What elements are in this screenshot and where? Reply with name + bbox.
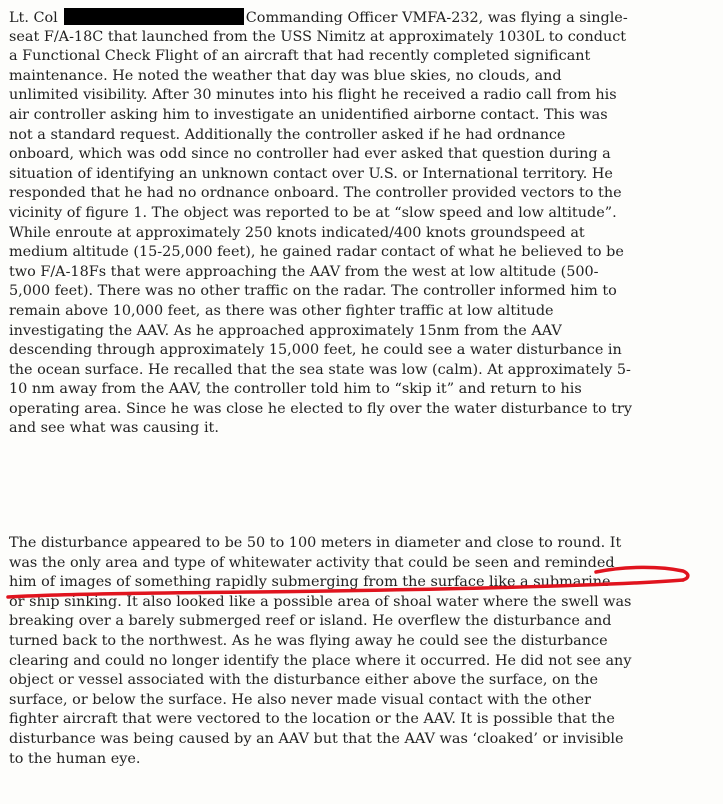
text-line: onboard, which was odd since no controller had ever asked that question during a <box>9 146 611 163</box>
text-line: a Functional Check Flight of an aircraft that had recently completed significant <box>9 48 591 65</box>
text-line: surface, or below the surface. He also never made visual contact with the other <box>9 691 592 708</box>
text-line: object or vessel associated with the disturbance either above the surface, on the <box>9 672 599 689</box>
text-line: investigating the AAV. As he approached approximately 15nm from the AAV <box>9 322 562 339</box>
text-line: not a standard request. Additionally the controller asked if he had ordnance <box>9 126 566 143</box>
text-line: clearing and could no longer identify the place where it occurred. He did not see any <box>9 652 632 669</box>
redaction-bar <box>64 8 244 25</box>
text-line: two F/A-18Fs that were approaching the AAV from the west at low altitude (500- <box>9 263 599 280</box>
text-line: breaking over a barely submerged reef or island. He overflew the disturbance and <box>9 613 612 630</box>
text-line: The disturbance appeared to be 50 to 100 meters in diameter and close to round. It <box>9 535 622 551</box>
text-line: him of images of something rapidly submerging from the surface like a submarine <box>9 574 611 591</box>
paragraph-flight-account <box>9 8 715 439</box>
text-line: the ocean surface. He recalled that the sea state was low (calm). At approximately 5- <box>9 361 631 378</box>
text-line: or ship sinking. It also looked like a possible area of shoal water where the swell was <box>9 593 632 610</box>
text-line: fighter aircraft that were vectored to the location or the AAV. It is possible that the <box>9 711 615 728</box>
text-line: was the only area and type of whitewater activity that could be seen and reminded <box>9 554 615 571</box>
text-line: responded that he had no ordnance onboard. The controller provided vectors to the <box>9 185 622 202</box>
text-line: maintenance. He noted the weather that day was blue skies, no clouds, and <box>9 67 562 84</box>
text-line: While enroute at approximately 250 knots indicated/400 knots groundspeed at <box>9 224 585 241</box>
text-line <box>9 8 715 28</box>
text-line: 5,000 feet). There was no other traffic on the radar. The controller informed him to <box>9 283 617 300</box>
text-line: situation of identifying an unknown contact over U.S. or International territory. He <box>9 165 613 182</box>
text-line: operating area. Since he was close he elected to fly over the water disturbance to try <box>9 400 633 417</box>
text-line: and see what was causing it. <box>9 420 219 437</box>
text-line: to the human eye. <box>9 750 141 767</box>
text-line: medium altitude (15-25,000 feet), he gained radar contact of what he believed to be <box>9 244 624 261</box>
rank-label: Lt. Col <box>9 10 58 26</box>
text-line: turned back to the northwest. As he was flying away he could see the disturbance <box>9 632 608 649</box>
text-line-rest: Commanding Officer VMFA-232, was flying a single- <box>245 10 628 26</box>
text-line: unlimited visibility. After 30 minutes into his flight he received a radio call from his <box>9 87 617 104</box>
text-line: remain above 10,000 feet, as there was other fighter traffic at low altitude <box>9 302 554 319</box>
text-line: seat F/A-18C that launched from the USS Nimitz at approximately 1030L to conduct <box>9 28 627 45</box>
text-line: disturbance was being caused by an AAV but that the AAV was ‘cloaked’ or invisible <box>9 730 624 747</box>
text-line: descending through approximately 15,000 feet, he could see a water disturbance in <box>9 342 622 359</box>
text-line: air controller asking him to investigate an unidentified airborne contact. This was <box>9 106 608 123</box>
text-line: 10 nm away from the AAV, the controller told him to “skip it” and return to his <box>9 381 582 398</box>
text-line: vicinity of figure 1. The object was reported to be at “slow speed and low altitude”. <box>9 204 617 221</box>
paragraph-disturbance-description <box>9 534 715 769</box>
